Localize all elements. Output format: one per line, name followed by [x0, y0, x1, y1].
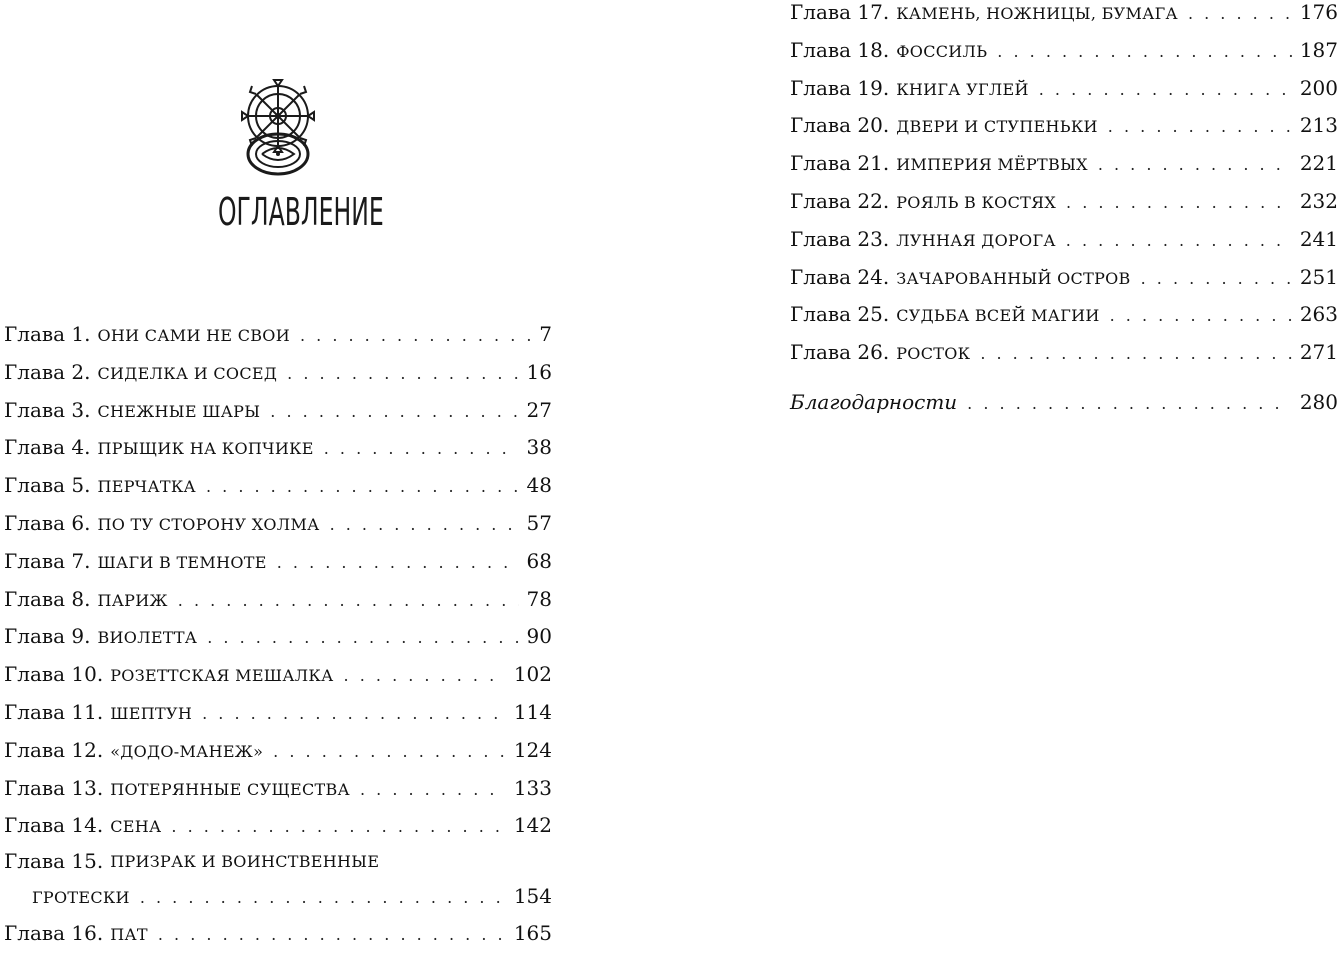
- chapter-label: Глава 8.: [4, 586, 91, 611]
- dot-leader: [1039, 71, 1292, 109]
- dot-leader: [1141, 260, 1292, 298]
- page-number: 68: [526, 548, 552, 573]
- page-number: 27: [526, 397, 552, 422]
- chapter-title: ОНИ САМИ НЕ СВОИ: [97, 326, 290, 345]
- chapter-label: Глава 10.: [4, 662, 104, 687]
- dot-leader: [324, 430, 519, 468]
- dot-leader: [206, 468, 519, 506]
- page-number: 271: [1299, 340, 1338, 365]
- dot-leader: [997, 33, 1292, 71]
- chapter-15-line-2: [4, 878, 552, 915]
- page-number: 251: [1299, 264, 1338, 289]
- chapter-title: «ДОДО-МАНЕЖ»: [110, 741, 264, 761]
- chapter-label: Глава 24.: [790, 264, 890, 289]
- dot-leader: [344, 657, 506, 695]
- chapter-label: Глава 16.: [4, 921, 104, 946]
- page-number: 154: [513, 884, 552, 909]
- chapter-label: Глава 1.: [4, 322, 91, 346]
- toc-entry[interactable]: [4, 543, 552, 581]
- toc-entry[interactable]: [4, 915, 552, 953]
- chapter-label: Глава 13.: [4, 775, 104, 800]
- chapter-title: ДВЕРИ И СТУПЕНЬКИ: [896, 117, 1098, 137]
- chapter-title: СНЕЖНЫЕ ШАРЫ: [97, 401, 261, 421]
- page-number: 232: [1299, 188, 1338, 213]
- toc-entry[interactable]: [4, 732, 552, 770]
- toc-entry[interactable]: [4, 694, 552, 732]
- page-number: 114: [513, 699, 552, 724]
- toc-entry[interactable]: [4, 467, 552, 505]
- page-number: 241: [1299, 226, 1338, 251]
- chapter-label: Глава 11.: [4, 699, 104, 724]
- toc-entry[interactable]: [790, 296, 1338, 334]
- chapter-title: РОЗЕТТСКАЯ МЕШАЛКА: [110, 666, 334, 686]
- chapter-label: Глава 18.: [790, 37, 890, 62]
- right-page: [786, 0, 1344, 947]
- chapter-title: ФОССИЛЬ: [896, 41, 988, 61]
- chapter-label: Глава 14.: [4, 813, 104, 838]
- chapter-label: Глава 7.: [4, 548, 91, 573]
- dot-leader: [1066, 222, 1292, 260]
- chapter-title: СЕНА: [110, 817, 162, 837]
- page-number: 102: [513, 662, 552, 687]
- chapter-label: Глава 2.: [4, 359, 91, 384]
- dot-leader: [158, 916, 506, 954]
- page-number: 133: [513, 775, 552, 800]
- toc-entry[interactable]: [4, 618, 552, 656]
- chapter-title: ИМПЕРИЯ МЁРТВЫХ: [896, 155, 1088, 175]
- chapter-title: ШАГИ В ТЕМНОТЕ: [97, 552, 267, 572]
- toc-list-left: [4, 316, 552, 953]
- chapter-title: СИДЕЛКА И СОСЕД: [97, 363, 278, 383]
- page-number: 16: [526, 359, 552, 384]
- chapter-label: Глава 3.: [4, 397, 91, 422]
- toc-entry-acknowledgements[interactable]: [790, 384, 1338, 422]
- chapter-label: Глава 15.: [4, 849, 104, 874]
- chapter-title-continuation: ГРОТЕСКИ: [32, 888, 130, 908]
- chapter-title: СУДЬБА ВСЕЙ МАГИИ: [896, 306, 1100, 326]
- toc-entry[interactable]: [4, 505, 552, 543]
- chapter-label: Глава 5.: [4, 473, 91, 498]
- chapter-label: Глава 9.: [4, 624, 91, 649]
- chapter-title: РОЯЛЬ В КОСТЯХ: [896, 192, 1057, 212]
- page-number: 263: [1299, 302, 1338, 327]
- toc-entry[interactable]: [790, 183, 1338, 221]
- chapter-label: Глава 12.: [4, 737, 104, 762]
- chapter-title: ПОТЕРЯННЫЕ СУЩЕСТВА: [110, 779, 350, 799]
- toc-heading: ОГЛАВЛЕНИЕ: [218, 190, 384, 234]
- door-knocker-ornament-icon: [232, 78, 324, 178]
- chapter-label: Глава 22.: [790, 188, 890, 213]
- chapter-title: ВИОЛЕТТА: [97, 628, 198, 648]
- dot-leader: [1188, 0, 1292, 33]
- toc-entry[interactable]: [4, 770, 552, 808]
- toc-entry[interactable]: [790, 70, 1338, 108]
- page-number: 90: [526, 624, 552, 649]
- dot-leader: [287, 355, 518, 393]
- dot-leader: [140, 879, 506, 916]
- chapter-label: Глава 20.: [790, 113, 890, 138]
- toc-entry[interactable]: [4, 316, 552, 354]
- acknowledgements-label: Благодарности: [790, 389, 958, 414]
- chapter-title: ПАТ: [110, 925, 148, 945]
- toc-entry-chapter-15[interactable]: [4, 845, 552, 915]
- dot-leader: [1066, 184, 1292, 222]
- page-number: 57: [526, 510, 552, 535]
- chapter-label: Глава 23.: [790, 226, 890, 251]
- page-number: 187: [1299, 37, 1338, 62]
- chapter-label: Глава 26.: [790, 340, 890, 365]
- toc-entry[interactable]: [4, 429, 552, 467]
- chapter-label: Глава 19.: [790, 75, 890, 100]
- dot-leader: [330, 506, 519, 544]
- chapter-title: КНИГА УГЛЕЙ: [896, 79, 1029, 99]
- dot-leader: [202, 695, 506, 733]
- dot-leader: [277, 544, 519, 582]
- chapter-label: Глава 21.: [790, 151, 890, 176]
- toc-entry[interactable]: [790, 221, 1338, 259]
- dot-leader: [178, 582, 519, 620]
- page-number: 280: [1299, 389, 1338, 414]
- chapter-label: Глава 6.: [4, 510, 91, 535]
- toc-list-right: [790, 0, 1338, 422]
- dot-leader: [967, 385, 1292, 423]
- page-number: 221: [1299, 151, 1338, 176]
- page-number: 38: [526, 435, 552, 460]
- page-number: 142: [513, 813, 552, 838]
- dot-leader: [300, 317, 531, 355]
- dot-leader: [1110, 297, 1292, 335]
- chapter-label: Глава 4.: [4, 435, 91, 460]
- left-page: [0, 0, 560, 947]
- toc-entry[interactable]: [790, 334, 1338, 372]
- chapter-label: Глава 17.: [790, 0, 890, 24]
- chapter-title: ПРЫЩИК НА КОПЧИКЕ: [97, 439, 314, 459]
- page-number: 124: [513, 737, 552, 762]
- toc-entry[interactable]: [4, 807, 552, 845]
- chapter-title: РОСТОК: [896, 344, 971, 364]
- toc-entry[interactable]: [4, 581, 552, 619]
- dot-leader: [980, 335, 1291, 373]
- page-number: 78: [526, 586, 552, 611]
- chapter-title: ЛУННАЯ ДОРОГА: [896, 230, 1056, 250]
- toc-entry[interactable]: [4, 354, 552, 392]
- page-number: 200: [1299, 75, 1338, 100]
- chapter-title: ШЕПТУН: [110, 703, 193, 723]
- toc-entry[interactable]: [4, 392, 552, 430]
- dot-leader: [360, 771, 506, 809]
- page-number: 48: [526, 473, 552, 498]
- page-number: 213: [1299, 113, 1338, 138]
- toc-entry[interactable]: [790, 259, 1338, 297]
- toc-entry[interactable]: [790, 32, 1338, 70]
- chapter-15-line-1: [4, 845, 552, 878]
- chapter-title: КАМЕНЬ, НОЖНИЦЫ, БУМАГА: [896, 4, 1178, 23]
- toc-entry[interactable]: [790, 0, 1338, 32]
- chapter-title: ПРИЗРАК И ВОИНСТВЕННЫЕ: [110, 852, 380, 872]
- toc-entry[interactable]: [790, 145, 1338, 183]
- dot-leader: [270, 393, 518, 431]
- chapter-title: ПЕРЧАТКА: [97, 477, 196, 497]
- dot-leader: [1098, 146, 1292, 184]
- toc-entry[interactable]: [4, 656, 552, 694]
- dot-leader: [171, 808, 505, 846]
- page-number: 176: [1299, 0, 1338, 24]
- dot-leader: [1108, 108, 1292, 146]
- dot-leader: [207, 619, 518, 657]
- dot-leader: [273, 733, 506, 771]
- page-number: 165: [513, 921, 552, 946]
- chapter-label: Глава 25.: [790, 302, 890, 327]
- chapter-title: ПАРИЖ: [97, 590, 168, 610]
- page-number: 7: [539, 322, 552, 346]
- chapter-title: ЗАЧАРОВАННЫЙ ОСТРОВ: [896, 268, 1131, 288]
- toc-entry[interactable]: [790, 107, 1338, 145]
- chapter-title: ПО ТУ СТОРОНУ ХОЛМА: [97, 514, 320, 534]
